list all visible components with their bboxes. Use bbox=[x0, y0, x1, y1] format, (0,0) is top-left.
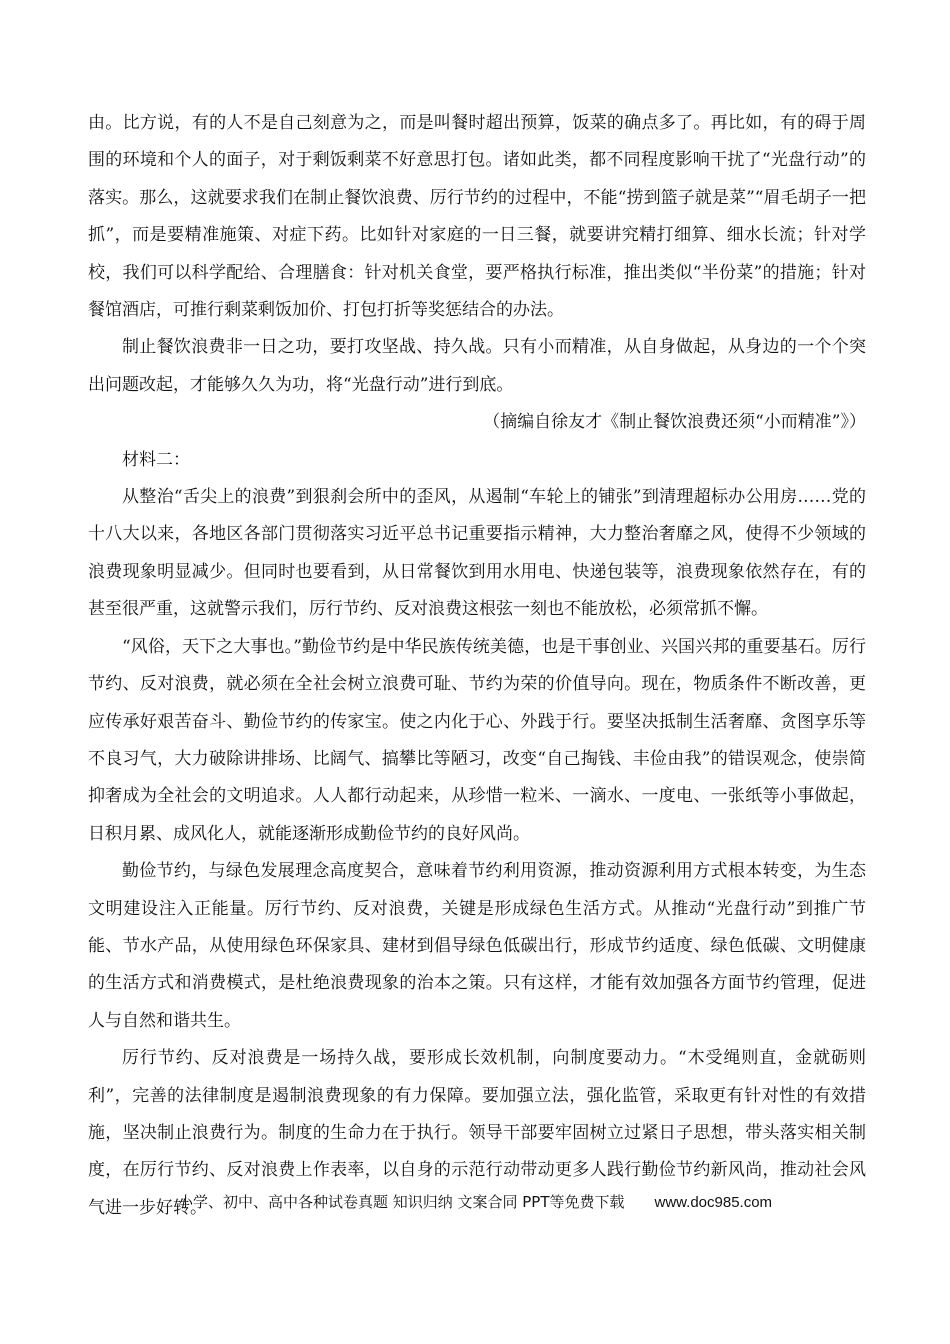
material-heading: 材料二： bbox=[122, 449, 190, 470]
paragraph-conclusion: 制止餐饮浪费非一日之功，要打攻坚战、持久战。只有小而精准，从自身做起，从身边的一个个突出问题改起，才能够久久为功，将“光盘行动”进行到底。 bbox=[88, 337, 866, 395]
document-body bbox=[88, 105, 866, 1227]
paragraph-material2-1: 从整治“舌尖上的浪费”到狠刹会所中的歪风，从遏制“车轮上的铺张”到清理超标办公用房……党的十八大以来，各地区各部门贯彻落实习近平总书记重要指示精神，大力整治奢靡之风，使得不少领域的浪费现象明显减少。但同时也要看到，从日常餐饮到用水用电、快递包装等，浪费现象依然存在，有的甚至很严重，这就警示我们，厉行节约、反对浪费这根弦一刻也不能放松，必须常抓不懈。 bbox=[88, 487, 866, 620]
paragraph-material2-2: “风俗，天下之大事也。”勤俭节约是中华民族传统美德，也是干事创业、兴国兴邦的重要基石。厉行节约、反对浪费，就必须在全社会树立浪费可耻、节约为荣的价值导向。现在，物质条件不断改善，更应传承好艰苦奋斗、勤俭节约的传家宝。使之内化于心、外践于行。要坚决抵制生活奢靡、贪图享乐等不良习气，大力破除讲排场、比阔气、搞攀比等陋习，改变“自己掏钱、丰俭由我”的错误观念，使崇简抑奢成为全社会的文明追求。人人都行动起来，从珍惜一粒米、一滴水、一度电、一张纸等小事做起，日积月累、成风化人，就能逐渐形成勤俭节约的良好风尚。 bbox=[88, 636, 866, 844]
paragraph-material2-3: 勤俭节约，与绿色发展理念高度契合，意味着节约利用资源，推动资源利用方式根本转变，为生态文明建设注入正能量。厉行节约、反对浪费，关键是形成绿色生活方式。从推动“光盘行动”到推广节能、节水产品，从使用绿色环保家具、建材到倡导绿色低碳出行，形成节约适度、绿色低碳、文明健康的生活方式和消费模式，是杜绝浪费现象的治本之策。只有这样，才能有效加强各方面节约管理，促进人与自然和谐共生。 bbox=[88, 861, 866, 1031]
source-citation: （摘编自徐友才《制止餐饮浪费还须“小而精准”》） bbox=[483, 412, 866, 433]
paragraph-material2-4: 厉行节约、反对浪费是一场持久战，要形成长效机制，向制度要动力。“木受绳则直，金就砺则利”，完善的法律制度是遏制浪费现象的有力保障。要加强立法，强化监管，采取更有针对性的有效措施，坚决制止浪费行为。制度的生命力在于执行。领导干部要牢固树立过紧日子思想，带头落实相关制度，在厉行节约、反对浪费上作表率，以自身的示范行动带动更多人践行勤俭节约新风尚，推动社会风气进一步好转。 bbox=[88, 1048, 866, 1218]
paragraph-continued: 由。比方说，有的人不是自己刻意为之，而是叫餐时超出预算，饭菜的确点多了。再比如，有的碍于周围的环境和个人的面子，对于剩饭剩菜不好意思打包。诸如此类，都不同程度影响干扰了“光盘行动”的落实。那么，这就要求我们在制止餐饮浪费、厉行节约的过程中，不能“捞到篮子就是菜”“眉毛胡子一把抓”，而是要精准施策、对症下药。比如针对家庭的一日三餐，就要讲究精打细算、细水长流；针对学校，我们可以科学配给、合理膳食：针对机关食堂，要严格执行标准，推出类似“半份菜”的措施；针对餐馆酒店，可推行剩菜剩饭加价、打包打折等奖惩结合的办法。 bbox=[88, 113, 866, 321]
footer-text: 小学、初中、高中各种试卷真题 知识归纳 文案合同 PPT等免费下载 bbox=[177, 1193, 625, 1211]
page-footer bbox=[0, 1190, 950, 1215]
footer-url[interactable]: www.doc985.com bbox=[654, 1194, 773, 1211]
